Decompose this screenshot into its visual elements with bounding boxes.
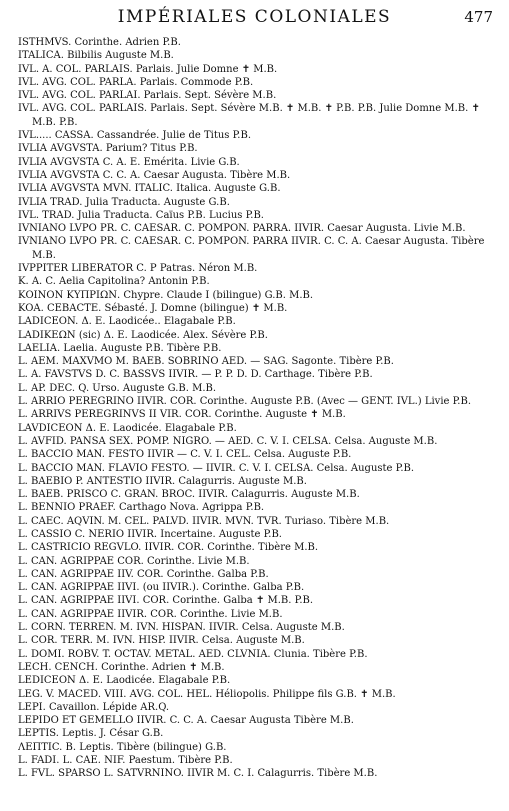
list-item: LEPTIS. Leptis. J. César G.B. <box>18 728 164 740</box>
list-item: IVLIA AVGVSTA C. A. E. Emérita. Livie G.B. <box>18 156 240 168</box>
list-item: L. FVL. SPARSO L. SATVRNINO. IIVIR M. C. I. Calagurris. Tibère M.B. <box>18 768 378 780</box>
list-item: IVL. AVG. COL. PARLA. Parlais. Commode P.B. <box>18 76 254 88</box>
list-item: L. BACCIO MAN. FLAVIO FESTO. — IIVIR. C. V. I. CELSA. Celsa. Auguste P.B. <box>18 462 415 474</box>
entry-list <box>18 36 494 806</box>
list-item: LEG. V. MACED. VIII. AVG. COL. HEL. Héliopolis. Philippe fils G.B. ✝ M.B. <box>18 688 396 700</box>
list-item: L. AVFID. PANSA SEX. POMP. NIGRO. — AED. C. V. I. CELSA. Celsa. Auguste M.B. <box>18 435 438 447</box>
list-item: LEPI. Cavaillon. Lépide AR.Q. <box>18 701 170 713</box>
list-item: L. DOMI. ROBV. T. OCTAV. METAL. AED. CLVNIA. Clunia. Tibère P.B. <box>18 648 368 660</box>
list-item: L. CORN. TERREN. M. IVN. HISPAN. IIVIR. Celsa. Auguste M.B. <box>18 622 345 634</box>
list-item: LAELIA. Laelia. Auguste P.B. Tibère P.B. <box>18 342 222 354</box>
list-item: LADIKEΩN (sic) Δ. E. Laodicée. Alex. Sévère P.B. <box>18 329 268 341</box>
list-item: L. CASTRICIO REGVLO. IIVIR. COR. Corinthe. Tibère M.B. <box>18 542 319 554</box>
list-item: IVLIA AVGVSTA. Parium? Titus P.B. <box>18 143 198 155</box>
list-item: IVL. A. COL. PARLAIS. Parlais. Julie Domne ✝ M.B. <box>18 63 278 75</box>
list-item: IVNIANO LVPO PR. C. CAESAR. C. POMPON. PARRA IIVIR. C. C. A. Caesar Augusta. Tibère M.B. <box>18 236 485 261</box>
list-item: L. ARRIO PEREGRINO IIVIR. COR. Corinthe. Auguste P.B. (Avec — GENT. IVL.) Livie P.B. <box>18 396 472 408</box>
list-item: L. BAEB. PRISCO C. GRAN. BROC. IIVIR. Calagurris. Auguste M.B. <box>18 489 360 501</box>
list-item: IVPPITER LIBERATOR C. P Patras. Néron M.B. <box>18 263 258 275</box>
list-item: ΚΟΙΝΟΝ ΚΥΠΡΙΩΝ. Chypre. Claude I (bilingue) G.B. M.B. <box>18 289 314 301</box>
list-item: L. AP. DEC. Q. Urso. Auguste G.B. M.B. <box>18 382 217 394</box>
list-item: ITALICA. Bilbilis Auguste M.B. <box>18 50 174 62</box>
list-item: KOA. CEBACTE. Sébasté. J. Domne (bilingue) ✝ M.B. <box>18 302 288 314</box>
list-item: K. A. C. Aelia Capitolina? Antonin P.B. <box>18 276 210 288</box>
list-item: L. CAN. AGRIPPAE IIVI. COR. Corinthe. Galba ✝ M.B. P.B. <box>18 595 314 607</box>
list-item: IVL. TRAD. Julia Traducta. Caïus P.B. Lucius P.B. <box>18 209 264 221</box>
list-item: IVL. AVG. COL. PARLAI. Parlais. Sept. Sévère M.B. <box>18 90 277 102</box>
list-item: LADICEON. Δ. E. Laodicée.. Elagabale P.B. <box>18 316 236 328</box>
list-item: L. CAN. AGRIPPAE IIVIR. COR. Corinthe. Livie M.B. <box>18 608 283 620</box>
page-number: 477 <box>464 8 493 26</box>
list-item: L. BACCIO MAN. FESTO IIVIR — C. V. I. CEL. Celsa. Auguste P.B. <box>18 449 352 461</box>
list-item: L. BAEBIO P. ANTESTIO IIVIR. Calagurris. Auguste M.B. <box>18 475 307 487</box>
list-item: IVL. AVG. COL. PARLAIS. Parlais. Sept. Sévère M.B. ✝ M.B. ✝ P.B. P.B. Julie Domne M.B. ✝ M.B. P.B. <box>18 103 480 128</box>
list-item: L. FADI. L. CAE. NIF. Paestum. Tibère P.B. <box>18 755 233 767</box>
list-item: L. CAEC. AQVIN. M. CEL. PALVD. IIVIR. MVN. TVR. Turiaso. Tibère M.B. <box>18 515 390 527</box>
list-item: L. AEM. MAXVMO M. BAEB. SOBRINO AED. — SAG. Sagonte. Tibère P.B. <box>18 356 394 368</box>
list-item: LAVDICEON Δ. E. Laodicée. Elagabale P.B. <box>18 422 237 434</box>
list-item: L. CASSIO C. NERIO IIVIR. Incertaine. Auguste P.B. <box>18 528 282 540</box>
list-item: LECH. CENCH. Corinthe. Adrien ✝ M.B. <box>18 661 225 673</box>
list-item: L. CAN. AGRIPPAE IIV. COR. Corinthe. Galba P.B. <box>18 568 269 580</box>
list-item: LEDICEON Δ. E. Laodicée. Elagabale P.B. <box>18 675 231 687</box>
list-item: LEPIDO ET GEMELLO IIVIR. C. C. A. Caesar Augusta Tibère M.B. <box>18 715 354 727</box>
list-item: ΛΕΠTIC. B. Leptis. Tibère (bilingue) G.B. <box>18 741 227 753</box>
list-item: L. CAN. AGRIPPAE COR. Corinthe. Livie M.B. <box>18 555 250 567</box>
list-item: IVLIA AVGVSTA MVN. ITALIC. Italica. Auguste G.B. <box>18 183 281 195</box>
running-title: IMPÉRIALES COLONIALES <box>117 7 392 27</box>
list-item: IVL..... CASSA. Cassandrée. Julie de Titus P.B. <box>18 130 252 142</box>
list-item: L. BENNIO PRAEF. Carthago Nova. Agrippa P.B. <box>18 502 265 514</box>
list-item: IVLIA TRAD. Julia Traducta. Auguste G.B. <box>18 196 230 208</box>
list-item: L. A. FAVSTVS D. C. BASSVS IIVIR. — P. P. D. D. Carthage. Tibère P.B. <box>18 369 373 381</box>
list-item: L. ARRIVS PEREGRINVS II VIR. COR. Corinthe. Auguste ✝ M.B. <box>18 409 346 421</box>
list-item: L. CAN. AGRIPPAE IIVI. (ou IIVIR.). Corinthe. Galba P.B. <box>18 582 305 594</box>
list-item: IVNIANO LVPO PR. C. CAESAR. C. POMPON. PARRA. IIVIR. Caesar Augusta. Livie M.B. <box>18 223 466 235</box>
list-item: ISTHMVS. Corinthe. Adrien P.B. <box>18 37 181 48</box>
list-item: IVLIA AVGVSTA C. C. A. Caesar Augusta. Tibère M.B. <box>18 169 291 181</box>
list-item: L. COR. TERR. M. IVN. HISP. IIVIR. Celsa. Auguste M.B. <box>18 635 305 647</box>
page-header <box>0 6 509 28</box>
